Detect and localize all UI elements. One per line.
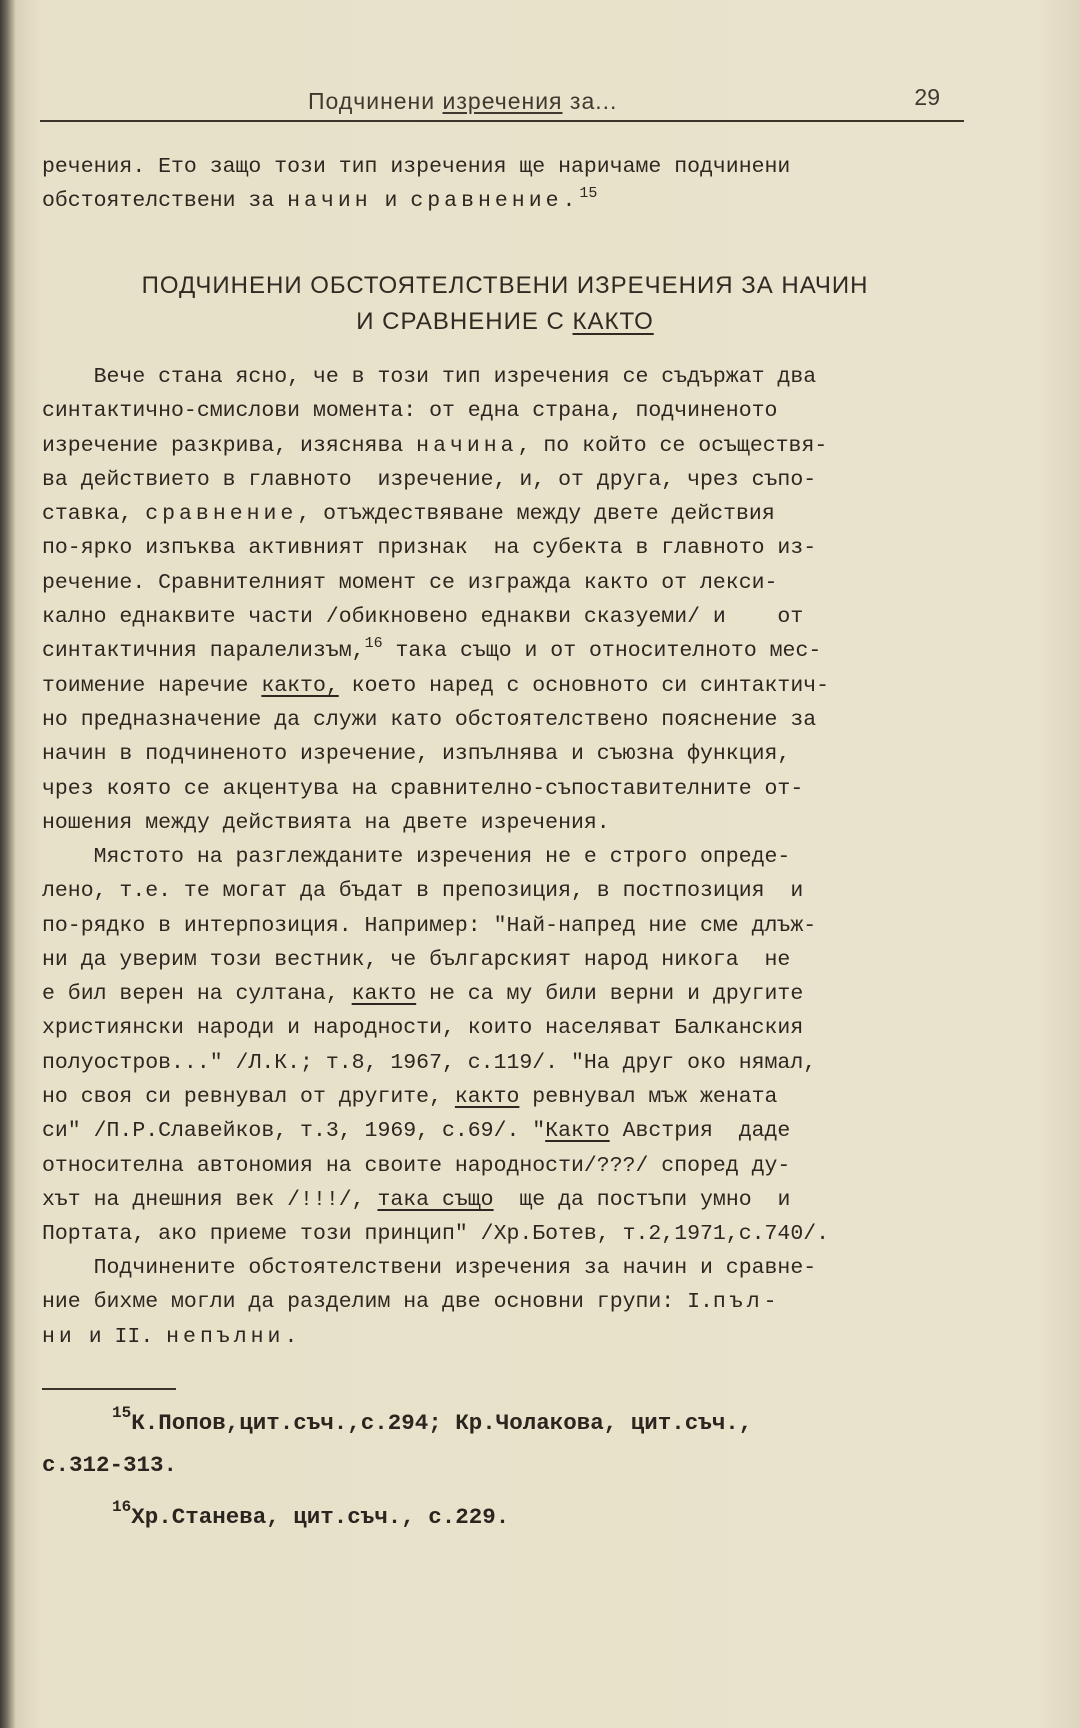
scanned-page: Подчинени изречения за... 29 речения. Ето защо този тип изречения ще наричаме подчинени обстоятелствени за начин и сравнение.$^{15}$ ПОДЧИНЕНИ ОБСТОЯТЕЛСТВЕНИ ИЗРЕЧЕНИЯ ЗА НАЧИН И СРАВНЕНИЕ С КАКТО Вече стана ясно, че в този тип изречения се съдържат два синтактично-смислови момента: от една страна, подчиненото изречение разкрива, изяснява начина, по който се осъществя- ва действието в главното изречение, и, от друга, чрез съпо- ставка, сравнение, отъждествяване между двете действия по-ярко изпъква активният признак на субекта в главното из- речение. Сравнителният момент се изгражда както от лекси- кално еднаквите части /обикновено еднакви сказуеми/ и от синтактичния паралелизъм,$^{16}$ така също и от относителното мес- тоимение наречие както, което наред с основното си синтактич- но предназначение да служи като обстоятелствено пояснение за начин в подчиненото изречение, изпълнява и съюзна функция, чрез която се акцентува на сравнително-съпоставителните от- ношения между действията на двете изречения. Мястото на разглежданите изречения не е строго опреде- лено, т.е. те могат да бъдат в препозиция, в постпозиция и по-рядко в интерпозиция. Например: "Най-напред ние сме длъж- ни да уверим този вестник, че българският народ никога не е бил верен на султана, както не са му били верни и другите християнски народи и народности, които населяват Балканския полуостров..." /Л.К.; т.8, 1967, с.119/. "На друг око нямал, но своя си ревнувал от другите, както ревнувал мъж жената си" /П.Р.Славейков, т.3, 1969, с.69/. "Както Австрия даде относителна автономия на своите народности/???/ според ду- хът на днешния век /!!!/, така също ще да постъпи умно и Портата, ако приеме този принцип" /Хр.Ботев, т.2,1971,с.740/. Подчинените обстоятелствени изречения за начин и сравне- ние бихме могли да разделим на две основни групи: I.пъл- ни и II. непълни. $^{15}$К.Попов,цит.съч.,с.294; Кр.Чолакова, цит.съч., с.312-313. $^{16}$Хр.Станева, цит.съч., с.229. <box>0 0 1080 1728</box>
body-paragraph-1: Вече стана ясно, че в този тип изречения се съдържат два синтактично-смислови момента: от една страна, подчиненото изречение разкрива, изяснява начина, по който се осъществя- ва действието в главното изречение, и, от друга, чрез съпо- ставка, сравнение, отъждествяване между двете действия по-ярко изпъква активният признак на субекта в главното из- речение. Сравнителният момент се изгражда както от лекси- кално еднаквите части /обикновено еднакви сказуеми/ и от синтактичния паралелизъм,$^{16}$ така също и от относителното мес- тоимение наречие както, което наред с основното си синтактич- но предназначение да служи като обстоятелствено пояснение за начин в подчиненото изречение, изпълнява и съюзна функция, чрез която се акцентува на сравнително-съпоставителните от- ношения между действията на двете изречения. <box>42 365 830 835</box>
footnote-number-16: 16 <box>112 1498 132 1516</box>
footnote-ref-16: 16 <box>364 635 383 653</box>
page-number: 29 <box>914 84 940 110</box>
running-header-title: Подчинени изречения за... <box>308 88 618 114</box>
footnote-separator <box>42 1388 176 1390</box>
body-paragraph-3: Подчинените обстоятелствени изречения за начин и сравне- ние бихме могли да разделим на две основни групи: I.пъл- ни и II. непълни. <box>42 1256 817 1349</box>
footnote-ref-15: 15 <box>579 185 598 203</box>
body-paragraph-2: Мястото на разглежданите изречения не е строго опреде- лено, т.е. те могат да бъдат в препозиция, в постпозиция и по-рядко в интерпозиция. Например: "Най-напред ние сме длъж- ни да уверим този вестник, че българският народ никога не е бил верен на султана, както не са му били верни и другите християнски народи и народности, които населяват Балканския полуостров..." /Л.К.; т.8, 1967, с.119/. "На друг око нямал, но своя си ревнувал от другите, както ревнувал мъж жената си" /П.Р.Славейков, т.3, 1969, с.69/. "Както Австрия даде относителна автономия на своите народности/???/ според ду- хът на днешния век /!!!/, така също ще да постъпи умно и Портата, ако приеме този принцип" /Хр.Ботев, т.2,1971,с.740/. <box>42 845 830 1247</box>
footnote-number-15: 15 <box>112 1404 132 1422</box>
footnote-16: $^{16}$Хр.Станева, цит.съч., с.229. <box>112 1498 510 1530</box>
footnote-15: $^{15}$К.Попов,цит.съч.,с.294; Кр.Чолакова, цит.съч., с.312-313. <box>42 1404 753 1478</box>
intro-paragraph: речения. Ето защо този тип изречения ще наричаме подчинени обстоятелствени за начин и сравнение.$^{15}$ <box>42 155 791 214</box>
running-header <box>40 80 964 122</box>
